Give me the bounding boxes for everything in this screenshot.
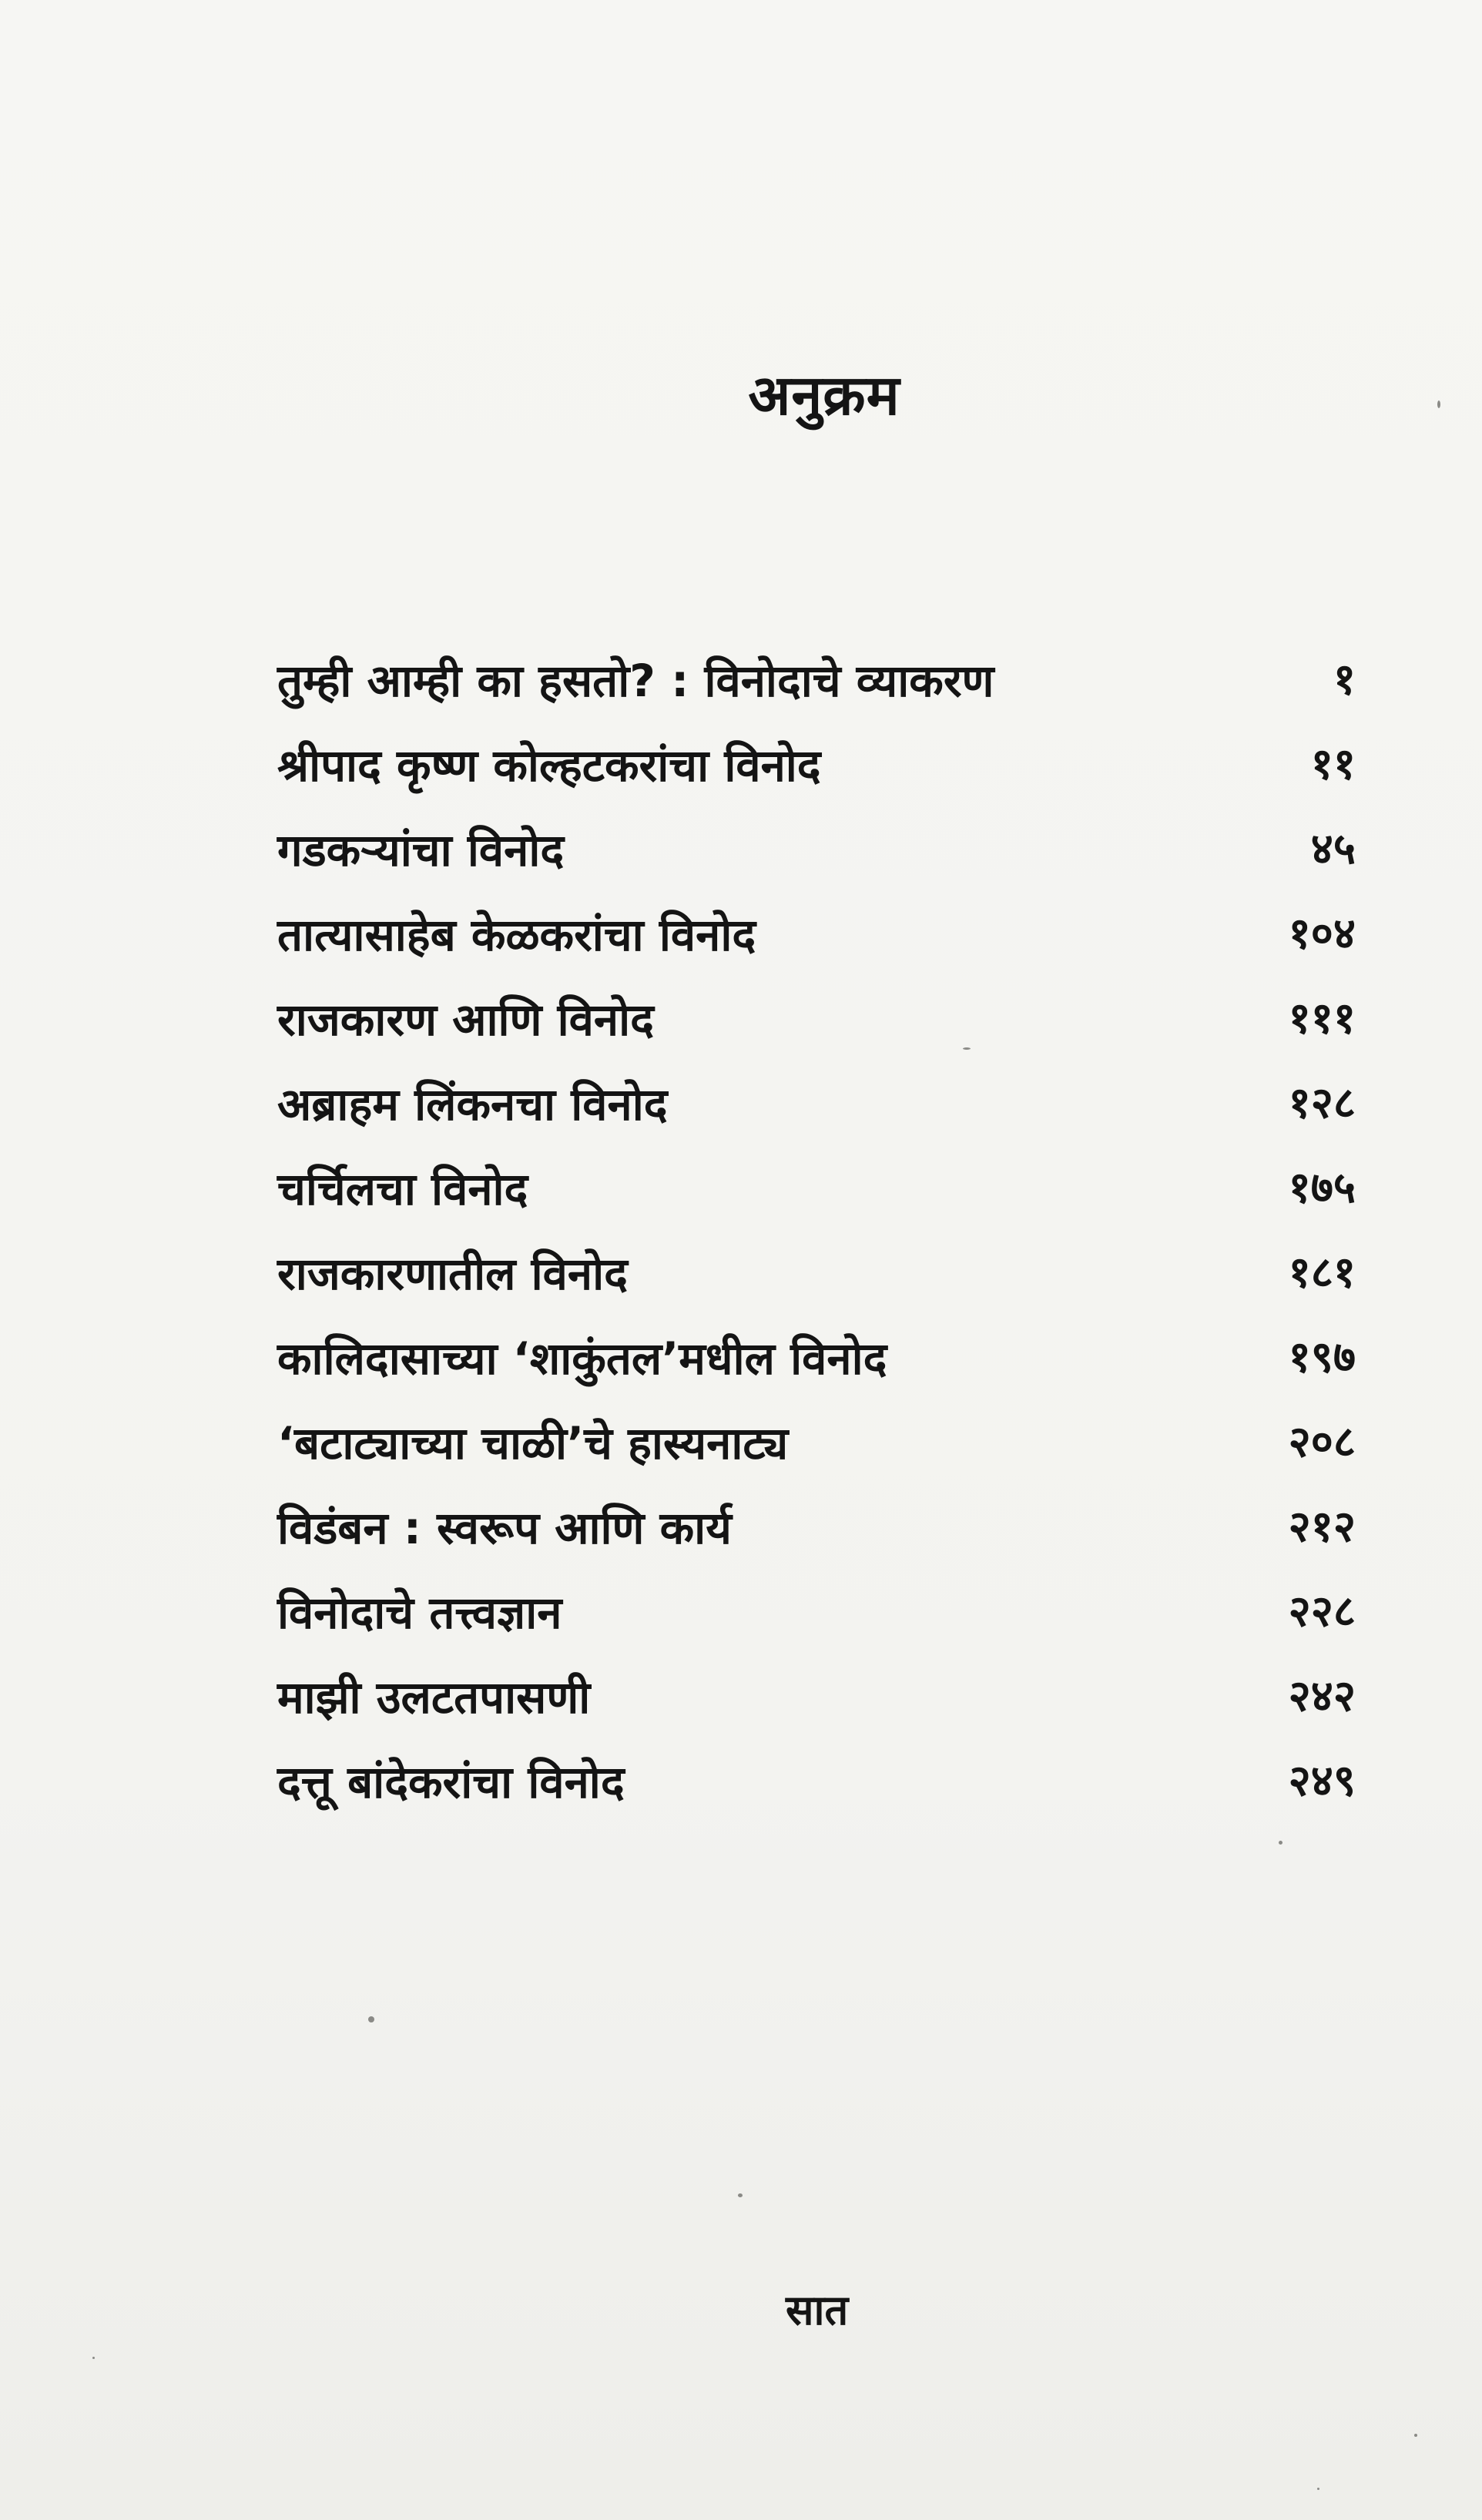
toc-entry-title: चर्चिलचा विनोद bbox=[277, 1163, 528, 1215]
toc-entry-page: ११ bbox=[1310, 739, 1356, 789]
toc-entry-page: १११ bbox=[1288, 994, 1356, 1044]
toc-entry-title: तुम्ही आम्ही का हसतो? : विनोदाचे व्याकरण bbox=[277, 655, 994, 707]
toc-entry-title: तात्यासाहेब केळकरांचा विनोद bbox=[277, 909, 756, 961]
toc-entry bbox=[277, 810, 1356, 895]
toc-entry-title: कालिदासाच्या ‘शाकुंतल’मधील विनोद bbox=[277, 1332, 887, 1385]
scan-speck bbox=[963, 1047, 971, 1050]
page-title: अनुक्रम bbox=[748, 363, 900, 427]
toc-entry bbox=[277, 1488, 1356, 1573]
toc-entry-page: २४२ bbox=[1288, 1671, 1356, 1721]
toc-entry-page: २०८ bbox=[1288, 1417, 1356, 1467]
scan-speck bbox=[1317, 2488, 1319, 2490]
toc-entry bbox=[277, 1149, 1356, 1234]
toc-entry bbox=[277, 1657, 1356, 1742]
scan-speck bbox=[368, 2016, 374, 2022]
toc-entry bbox=[277, 1319, 1356, 1403]
toc-entry-title: अब्राहम लिंकनचा विनोद bbox=[277, 1078, 668, 1131]
toc-entry-page: २२८ bbox=[1288, 1587, 1356, 1637]
toc-entry-title: माझी उलटतपासणी bbox=[277, 1671, 591, 1724]
scan-speck bbox=[1414, 2434, 1417, 2437]
toc-entry-page: ४५ bbox=[1310, 824, 1356, 874]
toc-entry-title: गडकऱ्यांचा विनोद bbox=[277, 824, 565, 876]
scan-speck bbox=[738, 2193, 743, 2197]
toc-entry bbox=[277, 1064, 1356, 1149]
toc-entry bbox=[277, 1234, 1356, 1319]
scan-speck bbox=[1279, 1841, 1282, 1845]
toc-entry bbox=[277, 895, 1356, 980]
toc-entry-title: दत्तू बांदेकरांचा विनोद bbox=[277, 1756, 625, 1808]
toc-entry bbox=[277, 1403, 1356, 1488]
toc-entry bbox=[277, 726, 1356, 810]
toc-entry-title: राजकारण आणि विनोद bbox=[277, 994, 654, 1046]
toc-entry-page: १८१ bbox=[1288, 1248, 1356, 1298]
toc-entry-page: २१२ bbox=[1288, 1502, 1356, 1552]
toc-entry bbox=[277, 1573, 1356, 1657]
toc-entry-page: १२८ bbox=[1288, 1078, 1356, 1128]
toc-entry-title: विनोदाचे तत्त्वज्ञान bbox=[277, 1587, 562, 1639]
page-folio: सात bbox=[786, 2286, 849, 2334]
toc-entry-page: १०४ bbox=[1288, 909, 1356, 959]
toc-entry-title: राजकारणातील विनोद bbox=[277, 1248, 628, 1300]
scan-speck bbox=[92, 2357, 95, 2359]
table-of-contents bbox=[277, 641, 1356, 1827]
toc-entry-page: १७५ bbox=[1288, 1163, 1356, 1213]
toc-entry bbox=[277, 1742, 1356, 1827]
toc-entry bbox=[277, 641, 1356, 726]
toc-entry-title: श्रीपाद कृष्ण कोल्हटकरांचा विनोद bbox=[277, 739, 821, 792]
toc-entry-page: १९७ bbox=[1288, 1332, 1356, 1382]
toc-entry-title: ‘बटाट्याच्या चाळी’चे हास्यनाट्य bbox=[277, 1417, 789, 1469]
toc-entry bbox=[277, 980, 1356, 1064]
toc-entry-page: १ bbox=[1333, 655, 1356, 705]
toc-entry-title: विडंबन : स्वरूप आणि कार्य bbox=[277, 1502, 732, 1554]
scan-speck bbox=[1437, 400, 1440, 408]
toc-entry-page: २४९ bbox=[1288, 1756, 1356, 1806]
